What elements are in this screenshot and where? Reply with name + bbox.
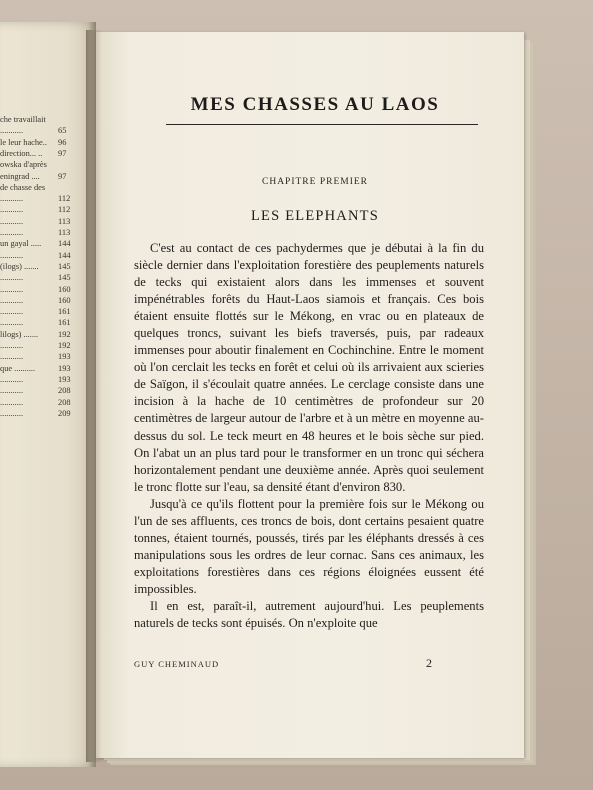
toc-entry-page: 144 [58,250,71,260]
paragraph: Il en est, paraît-il, autrement aujourd'hui. Les peuplements naturels de tecks sont épuisés. On n'exploite que [134,598,484,631]
page-number: 2 [426,656,432,670]
toc-entry-text: ........... [0,397,24,407]
toc-entry-text: ........... [0,228,24,237]
toc-entry-page: 208 [58,386,71,396]
toc-entry-page: 112 [58,205,71,215]
body-text [134,240,484,632]
toc-entry-page: 96 [58,137,67,147]
toc-entry-text: ........... [0,250,24,260]
toc-entry-page: 145 [58,273,71,283]
toc-entry-text: ........... [0,284,24,294]
toc-entry-text: ........... [0,307,24,317]
toc-entry-text: ........... [0,273,24,283]
toc-entry-text: lilogs) ....... [0,329,39,339]
toc-entry-page: 193 [58,352,71,362]
toc-entry-text: que .......... [0,363,36,373]
toc-entry-text: ........... [0,295,24,305]
toc-entry-page: 209 [58,408,71,418]
toc-entry-text: che travaillait [0,115,46,124]
toc-entry-page: 97 [58,171,67,181]
toc-entry-page: 208 [58,397,71,407]
toc-entry-text: ........... [0,216,24,226]
paragraph: Jusqu'à ce qu'ils flottent pour la première fois sur le Mékong ou l'un de ses affluents, ces troncs de bois, dont certains pesaient quatre tonnes, étaient tournés, poussés, tirés par les éléphants dressés à ces manipulations sous les ordres de leur cornac. Sans ces animaux, les exploitations forestières dans ces régions éloignées eussent été impossibles. [134,496,484,596]
page-title: MES CHASSES AU LAOS [190,94,440,115]
toc-entry-text: owska d'après [0,160,47,170]
chapter-heading: CHAPITRE PREMIER [262,177,368,187]
toc-entry-text: ........... [0,374,24,384]
footer-author: GUY CHEMINAUD [134,659,220,669]
toc-entry-text: ........... [0,194,24,204]
toc-entry-text: ........... [0,408,24,418]
chapter-title: LES ELEPHANTS [251,208,379,224]
toc-entry-page: 193 [58,363,71,373]
toc-entry-page: 160 [58,284,71,294]
toc-entry-page: 161 [58,307,71,317]
toc-entry-page: 192 [58,329,71,339]
toc-entry-text: (ilogs) ....... [0,261,39,271]
toc-entry-page: 112 [58,194,71,204]
toc-entry-text: un gayal ..... [0,239,42,249]
right-page [96,32,524,758]
toc-entry-page: 161 [58,318,71,328]
toc-entry-page: 65 [58,126,67,136]
toc-entry-page: 144 [58,239,71,249]
book-gutter [86,30,102,762]
toc-entry-text: eningrad .... [0,171,40,181]
title-rule [166,124,478,125]
toc-entry-page: 113 [58,228,71,237]
toc-entry-page: 192 [58,341,71,350]
toc-entry-text: ........... [0,205,24,215]
toc-entry-text: direction... .. [0,148,43,158]
toc-entry-text: ........... [0,352,24,362]
left-page [0,22,96,767]
toc-entry-page: 145 [58,261,71,271]
toc-entry-text: ........... [0,126,24,136]
toc-entry-page: 193 [58,374,71,384]
toc-entry-text: ........... [0,318,24,328]
toc-entry-text: ........... [0,386,24,396]
toc-entry-page: 160 [58,295,71,305]
toc-entry-page: 113 [58,216,71,226]
toc-entry-page: 97 [58,148,67,158]
toc-entry-text: de chasse des [0,182,46,192]
toc-entry-text: ........... [0,341,24,350]
paragraph: C'est au contact de ces pachydermes que je débutai à la fin du siècle dernier dans l'exploitation forestière des peuplements naturels de tecks qui existaient alors dans les immenses et souvent impénétrables forêts du Haut-Laos siamois et français. Ces bois étaient ensuite flottés sur le Mékong, en vrac ou en plateaux de quelques troncs, suivant les biefs traversés, puis, par radeaux immenses pour aboutir finalement en Cochinchine. Entre le moment où l'on cerclait les tecks en forêt et celui où ils arrivaient aux scieries de Saïgon, il s'écoulait quatre années. Le cerclage consiste dans une incision à la hache de 10 centimètres de profondeur sur 20 centimètres de largeur autour de l'arbre et à un mètre en moyenne au-dessus du sol. Le teck meurt en 48 heures et le bois sèche sur pied. On l'abat un an plus tard pour le transformer en un tronc qui séchera horizontalement pendant une deuxième année. Après quoi seulement le tronc flotte sur l'eau, sa densité étant d'environ 830. [134,241,484,494]
toc-entry-text: le leur hache.. [0,137,47,147]
